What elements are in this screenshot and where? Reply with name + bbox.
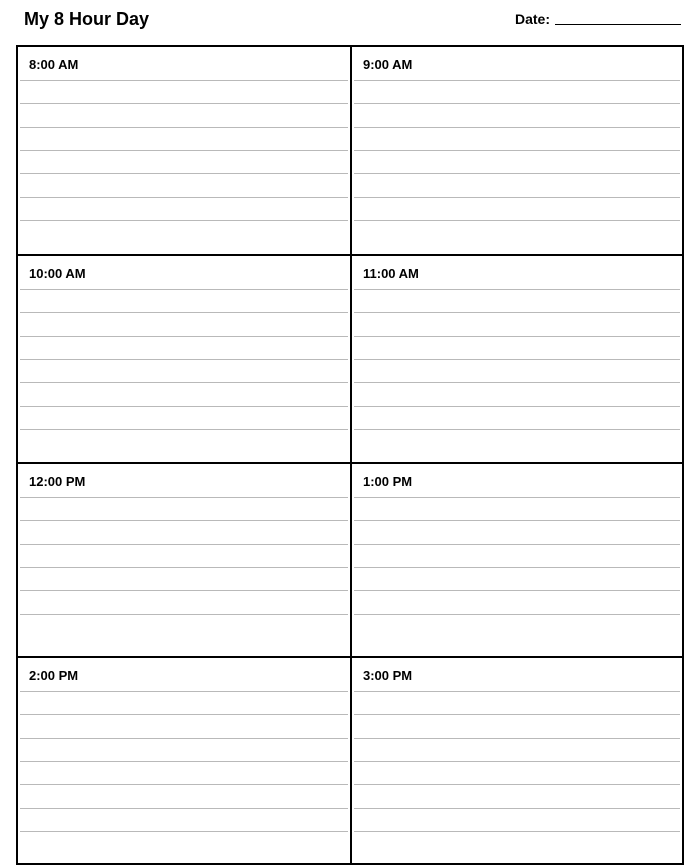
writing-line xyxy=(354,103,680,104)
writing-line xyxy=(20,614,348,615)
writing-line xyxy=(354,220,680,221)
writing-line xyxy=(354,831,680,832)
time-slot xyxy=(18,47,352,256)
writing-line xyxy=(354,289,680,290)
writing-line xyxy=(20,808,348,809)
time-slot xyxy=(18,256,352,464)
time-slot xyxy=(352,256,682,464)
writing-line xyxy=(20,544,348,545)
writing-line xyxy=(20,382,348,383)
writing-line xyxy=(354,567,680,568)
date-field xyxy=(515,11,681,27)
time-slot-label: 1:00 PM xyxy=(363,474,413,489)
writing-line xyxy=(20,590,348,591)
writing-line xyxy=(20,103,348,104)
writing-line xyxy=(354,497,680,498)
writing-line xyxy=(354,429,680,430)
time-slot-label: 10:00 AM xyxy=(29,266,86,281)
writing-line xyxy=(20,312,348,313)
date-label: Date: xyxy=(515,11,551,27)
writing-line xyxy=(354,127,680,128)
writing-line xyxy=(20,150,348,151)
time-slot-label: 8:00 AM xyxy=(29,57,79,72)
writing-line xyxy=(354,808,680,809)
time-slot xyxy=(352,464,682,658)
writing-line xyxy=(20,127,348,128)
writing-line xyxy=(354,614,680,615)
writing-line xyxy=(20,520,348,521)
schedule-grid xyxy=(16,45,684,865)
writing-line xyxy=(20,691,348,692)
writing-line xyxy=(20,831,348,832)
writing-line xyxy=(354,359,680,360)
time-slot-label: 9:00 AM xyxy=(363,57,413,72)
writing-line xyxy=(20,429,348,430)
time-slot xyxy=(18,658,352,863)
writing-line xyxy=(354,406,680,407)
writing-line xyxy=(20,738,348,739)
writing-line xyxy=(20,173,348,174)
writing-line xyxy=(354,197,680,198)
writing-line xyxy=(20,784,348,785)
writing-line xyxy=(20,289,348,290)
writing-line xyxy=(20,80,348,81)
time-slot-label: 2:00 PM xyxy=(29,668,79,683)
writing-line xyxy=(20,567,348,568)
writing-line xyxy=(20,359,348,360)
writing-line xyxy=(354,761,680,762)
time-slot xyxy=(18,464,352,658)
writing-line xyxy=(354,714,680,715)
page-title: My 8 Hour Day xyxy=(24,9,150,29)
writing-line xyxy=(354,150,680,151)
time-slot xyxy=(352,658,682,863)
writing-line xyxy=(354,312,680,313)
writing-line xyxy=(354,738,680,739)
writing-line xyxy=(20,761,348,762)
writing-line xyxy=(354,784,680,785)
writing-line xyxy=(354,544,680,545)
writing-line xyxy=(354,382,680,383)
writing-line xyxy=(354,80,680,81)
writing-line xyxy=(354,173,680,174)
writing-line xyxy=(20,497,348,498)
writing-line xyxy=(20,714,348,715)
date-blank-line xyxy=(555,24,681,25)
writing-line xyxy=(20,197,348,198)
time-slot xyxy=(352,47,682,256)
writing-line xyxy=(20,336,348,337)
writing-line xyxy=(20,220,348,221)
time-slot-label: 12:00 PM xyxy=(29,474,86,489)
time-slot-label: 11:00 AM xyxy=(363,266,419,281)
writing-line xyxy=(20,406,348,407)
writing-line xyxy=(354,336,680,337)
writing-line xyxy=(354,590,680,591)
time-slot-label: 3:00 PM xyxy=(363,668,413,683)
writing-line xyxy=(354,520,680,521)
writing-line xyxy=(354,691,680,692)
